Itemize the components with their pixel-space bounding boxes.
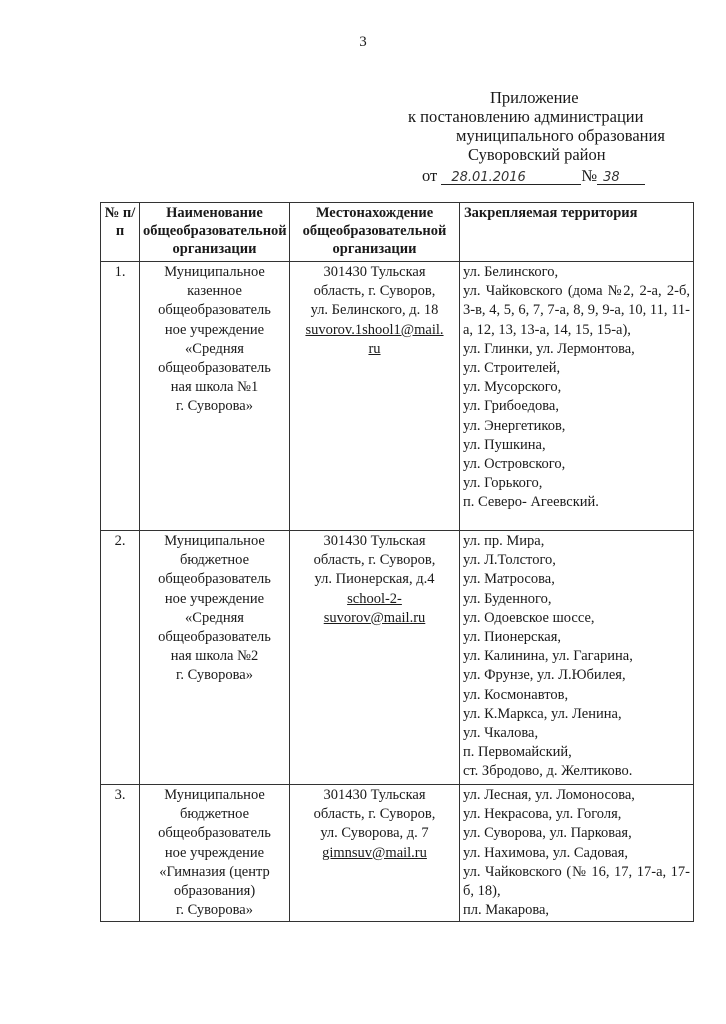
school-name-line: общеобразователь	[158, 571, 271, 588]
territory-line: ул. Чайковского (№ 16, 17, 17-а, 17-б, 18),	[463, 863, 690, 900]
territory-line: ул. Островского,	[463, 456, 566, 473]
territory-line: ул. пр. Мира,	[463, 533, 545, 549]
schools-territory-table	[100, 202, 694, 922]
row-num: 3.	[101, 785, 140, 922]
school-name-line: ное учреждение	[164, 844, 265, 861]
school-name-line: г. Суворова»	[176, 902, 253, 919]
territory-line: ул. Некрасова, ул. Гоголя,	[463, 806, 622, 823]
territory-line: ул. Мусорского,	[463, 379, 562, 396]
school-name-line: ное учреждение	[164, 590, 265, 607]
territory-line: ул. Суворова, ул. Парковая,	[463, 825, 632, 842]
row-num: 2.	[101, 531, 140, 785]
territory-line: ул. Пионерская,	[463, 629, 562, 646]
territory-line: ул. Чкалова,	[463, 725, 539, 742]
header-name: Наименование общеобразовательной организации	[140, 203, 290, 262]
school-name-line: ная школа №2	[170, 648, 259, 665]
territory-line: ул. Горького,	[463, 475, 543, 492]
school-location	[290, 785, 460, 922]
school-name	[140, 531, 290, 785]
school-name-line: «Гимназия (центр	[159, 863, 270, 880]
school-name-line: казенное	[187, 283, 242, 300]
school-name-line: бюджетное	[179, 806, 250, 823]
appendix-title: Приложение	[490, 88, 579, 107]
address-line: ул. Суворова, д. 7	[320, 825, 429, 842]
school-name-line: бюджетное	[179, 552, 250, 569]
territory-line: п. Первомайский,	[463, 744, 572, 761]
handwritten-number: 38	[597, 168, 645, 185]
email-link[interactable]: ru	[368, 340, 381, 357]
table-header-row	[101, 203, 694, 262]
appendix-line-municipality: муниципального образования	[456, 126, 665, 145]
header-territory: Закрепляемая территория	[460, 203, 694, 262]
address-line: область, г. Суворов,	[313, 552, 436, 569]
school-location	[290, 262, 460, 531]
email-link[interactable]: suvorov.1shool1@mail.	[305, 321, 444, 338]
territory-line: п. Северо- Агеевский.	[463, 494, 599, 511]
page-number: 3	[359, 34, 367, 50]
territory-line: ул. Пушкина,	[463, 436, 546, 453]
territory-line: ул. Грибоедова,	[463, 398, 559, 415]
table-row	[101, 262, 694, 531]
territory-line: ст. Збродово, д. Желтиково.	[463, 763, 633, 780]
territory-line: ул. Матросова,	[463, 571, 555, 588]
territory-line: ул. Одоевское шоссе,	[463, 609, 595, 626]
territory-line: ул. Строителей,	[463, 360, 561, 377]
address-line: 301430 Тульская	[323, 533, 426, 549]
school-name-line: ная школа №1	[170, 379, 259, 396]
row-num: 1.	[101, 262, 140, 531]
school-territory	[460, 531, 694, 785]
school-name-line: общеобразователь	[158, 629, 271, 646]
school-name	[140, 785, 290, 922]
header-location: Местонахождение общеобразовательной организации	[290, 203, 460, 262]
school-territory	[460, 262, 694, 531]
school-name-line: г. Суворова»	[176, 398, 253, 415]
number-label: №	[581, 166, 598, 185]
school-name-line: «Средняя	[185, 609, 244, 626]
address-line: область, г. Суворов,	[313, 806, 436, 823]
territory-line: ул. Чайковского (дома №2, 2-а, 2-б, 3-в, 4, 5, 6, 7, 7-а, 8, 9, 9-а, 10, 11, 11-а, 12, 13, 13-а, 14, 15, 15-а),	[463, 283, 690, 338]
handwritten-date: 28.01.2016	[441, 168, 581, 185]
territory-line: ул. Фрунзе, ул. Л.Юбилея,	[463, 667, 626, 684]
school-name-line: образования)	[173, 883, 256, 900]
email-link[interactable]: suvorov@mail.ru	[323, 609, 426, 626]
territory-line: ул. Белинского,	[463, 264, 559, 280]
address-line: ул. Пионерская, д.4	[314, 571, 435, 588]
address-line: область, г. Суворов,	[313, 283, 436, 300]
territory-line: ул. Космонавтов,	[463, 686, 569, 703]
territory-line: ул. Калинина, ул. Гагарина,	[463, 648, 633, 665]
table-row	[101, 785, 694, 922]
from-label: от	[422, 166, 438, 185]
appendix-date-number-line	[408, 166, 708, 185]
school-name	[140, 262, 290, 531]
header-num: № п/п	[101, 203, 140, 262]
address-line: 301430 Тульская	[323, 787, 426, 803]
address-line: 301430 Тульская	[323, 264, 426, 280]
territory-line: ул. Глинки, ул. Лермонтова,	[463, 340, 635, 357]
territory-line: пл. Макарова,	[463, 902, 550, 919]
school-location	[290, 531, 460, 785]
school-name-line: общеобразователь	[158, 302, 271, 319]
school-name-line: Муниципальное	[164, 787, 265, 803]
territory-line: ул. Лесная, ул. Ломоносова,	[463, 787, 635, 803]
email-link[interactable]: gimnsuv@mail.ru	[322, 844, 427, 861]
school-name-line: общеобразователь	[158, 825, 271, 842]
school-name-line: общеобразователь	[158, 360, 271, 377]
territory-line: ул. Нахимова, ул. Садовая,	[463, 844, 629, 861]
table-row	[101, 531, 694, 785]
territory-line: ул. Энергетиков,	[463, 417, 566, 434]
school-name-line: г. Суворова»	[176, 667, 253, 684]
school-territory	[460, 785, 694, 922]
appendix-line-resolution: к постановлению администрации	[408, 107, 644, 126]
email-link[interactable]: school-2-	[347, 590, 402, 607]
territory-line: ул. Буденного,	[463, 590, 552, 607]
territory-line: ул. К.Маркса, ул. Ленина,	[463, 705, 622, 722]
school-name-line: Муниципальное	[164, 533, 265, 549]
territory-line: ул. Л.Толстого,	[463, 552, 556, 569]
appendix-line-district: Суворовский район	[468, 145, 606, 164]
school-name-line: Муниципальное	[164, 264, 265, 280]
school-name-line: ное учреждение	[164, 321, 265, 338]
school-name-line: «Средняя	[185, 340, 244, 357]
appendix-header	[408, 88, 708, 185]
address-line: ул. Белинского, д. 18	[310, 302, 439, 319]
